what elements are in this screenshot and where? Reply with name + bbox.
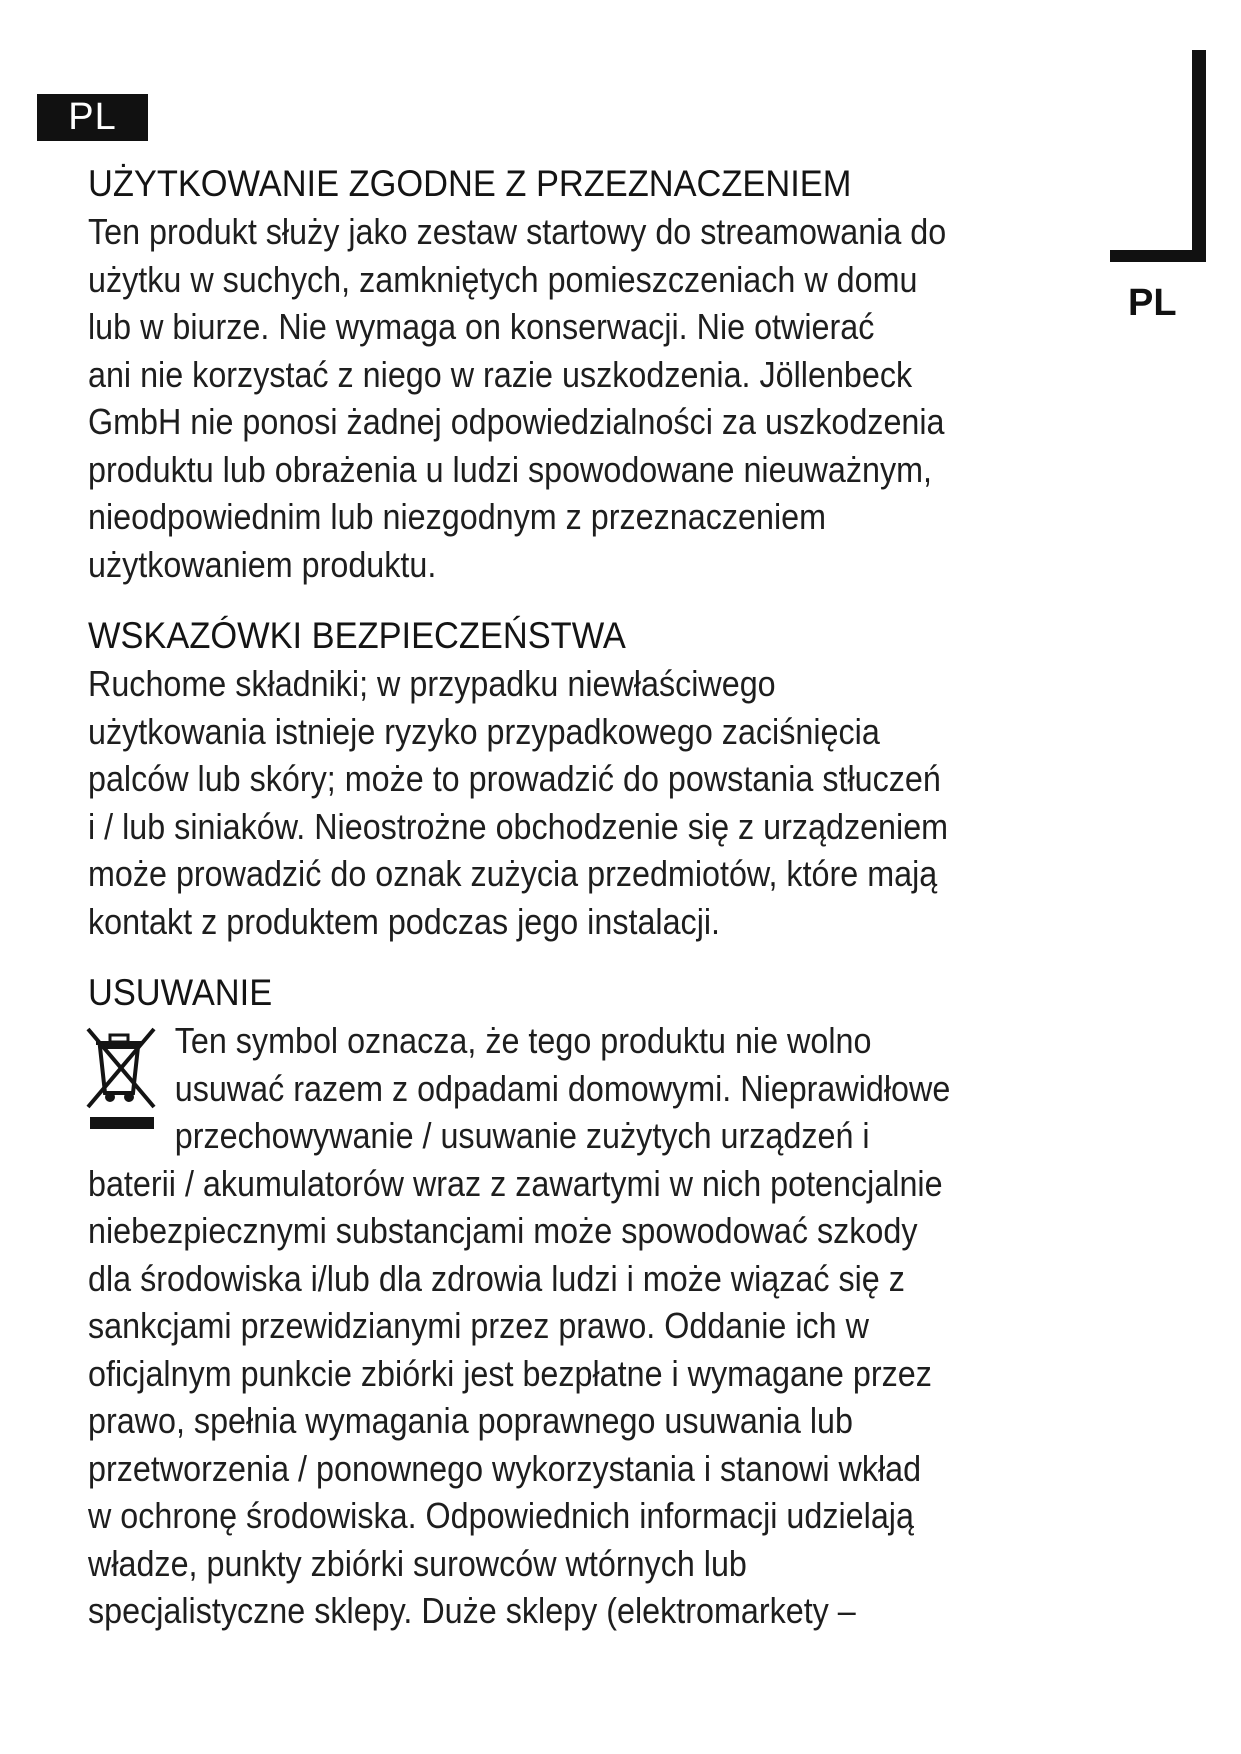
section-body xyxy=(88,1017,1088,1635)
text-line: ani nie korzystać z niego w razie uszkodzenia. Jöllenbeck xyxy=(88,353,913,395)
text-line: usuwać razem z odpadami domowymi. Nieprawidłowe xyxy=(174,1067,951,1109)
text-line: władze, punkty zbiórki surowców wtórnych lub xyxy=(88,1542,747,1584)
text-line: sankcjami przewidzianymi przez prawo. Oddanie ich w xyxy=(88,1305,869,1346)
text-line: w ochronę środowiska. Odpowiednich informacji udzielają xyxy=(88,1495,914,1536)
text-line: dla środowiska i/lub dla zdrowia ludzi i może wiązać się z xyxy=(88,1257,905,1299)
text-line: specjalistyczne sklepy. Duże sklepy (elektromarkety – xyxy=(88,1590,856,1631)
crop-mark-vertical xyxy=(1192,50,1206,262)
section-body xyxy=(88,660,1088,945)
text-line: GmbH nie ponosi żadnej odpowiedzialności za uszkodzenia xyxy=(88,401,945,442)
corner-crop-mark xyxy=(1110,50,1206,262)
text-line: użytkowaniem produktu. xyxy=(88,543,437,585)
text-line: użytkowania istnieje ryzyko przypadkowego zaciśnięcia xyxy=(88,710,880,752)
text-line: produktu lub obrażenia u ludzi spowodowane nieuważnym, xyxy=(88,448,932,490)
text-line: Ten produkt służy jako zestaw startowy do streamowania do xyxy=(88,211,947,252)
manual-content xyxy=(88,160,1078,1635)
section-heading: WSKAZÓWKI BEZPIECZEŃSTWA xyxy=(88,615,626,656)
section-heading: USUWANIE xyxy=(88,972,273,1013)
text-line: użytku w suchych, zamkniętych pomieszczeniach w domu xyxy=(88,258,918,300)
text-line: może prowadzić do oznak zużycia przedmiotów, które mają xyxy=(88,853,938,894)
section-heading: UŻYTKOWANIE ZGODNE Z PRZEZNACZENIEM xyxy=(88,163,852,204)
section-body xyxy=(88,208,1088,588)
side-language-label: PL xyxy=(1128,282,1177,324)
section-disposal xyxy=(88,969,1078,1635)
text-line: Ruchome składniki; w przypadku niewłaściwego xyxy=(88,663,776,704)
text-line: nieodpowiednim lub niezgodnym z przeznaczeniem xyxy=(88,496,826,537)
text-line: prawo, spełnia wymagania poprawnego usuwania lub xyxy=(88,1400,853,1441)
text-line: przechowywanie / usuwanie zużytych urządzeń i xyxy=(174,1115,870,1156)
section-safety-instructions xyxy=(88,612,1078,945)
text-line: i / lub siniaków. Nieostrożne obchodzenie się z urządzeniem xyxy=(88,805,949,847)
section-intended-use xyxy=(88,160,1078,588)
text-line: przetworzenia / ponownego wykorzystania i stanowi wkład xyxy=(88,1447,922,1489)
text-line: baterii / akumulatorów wraz z zawartymi w nich potencjalnie xyxy=(88,1162,943,1204)
text-line: niebezpiecznymi substancjami może spowodować szkody xyxy=(88,1210,918,1251)
text-line: oficjalnym punkcie zbiórki jest bezpłatne i wymagane przez xyxy=(88,1352,932,1394)
text-line: palców lub skóry; może to prowadzić do powstania stłuczeń xyxy=(88,758,941,799)
text-line: lub w biurze. Nie wymaga on konserwacji. Nie otwierać xyxy=(88,306,875,347)
language-badge: PL xyxy=(37,94,148,141)
crop-mark-horizontal xyxy=(1110,250,1206,262)
text-line: kontakt z produktem podczas jego instalacji. xyxy=(88,900,721,942)
text-line: Ten symbol oznacza, że tego produktu nie wolno xyxy=(174,1020,872,1061)
